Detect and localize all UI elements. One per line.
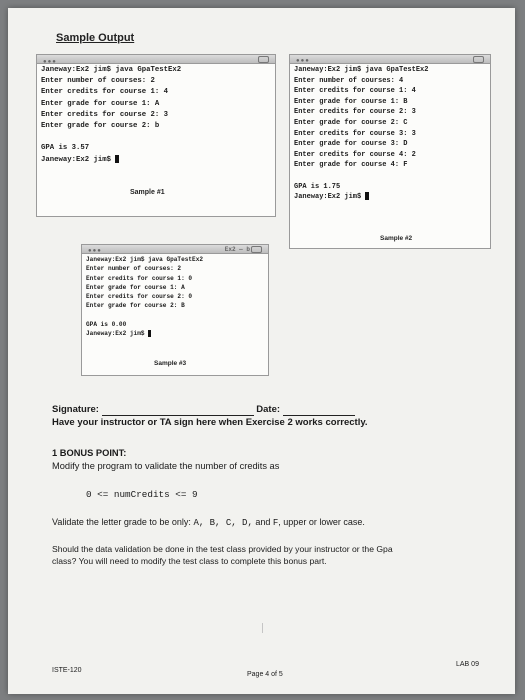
bonus-title: 1 BONUS POINT: — [52, 448, 127, 458]
terminal-line: Enter number of courses: 2 — [86, 265, 182, 273]
cursor-block — [148, 330, 152, 337]
sample-1-caption: Sample #1 — [130, 189, 165, 196]
terminal-line: Enter number of courses: 2 — [41, 77, 155, 86]
section-heading: Sample Output — [56, 32, 135, 44]
grade-validation-suffix: , upper or lower case. — [278, 517, 365, 527]
paper-mark — [262, 623, 263, 633]
terminal-line: Enter grade for course 1: B — [294, 97, 408, 106]
window-controls-icon: ●●● — [43, 58, 57, 65]
terminal-line: Enter grade for course 4: F — [294, 161, 408, 170]
grade-last: F — [272, 518, 279, 528]
grade-and: and — [252, 517, 273, 527]
terminal-line: Enter grade for course 1: A — [86, 283, 185, 291]
terminal-output — [82, 254, 268, 340]
sample-3-caption: Sample #3 — [154, 360, 187, 367]
footer-lab: LAB 09 — [456, 661, 479, 668]
terminal-line: Janeway:Ex2 jim$ — [294, 192, 486, 203]
terminal-line: Enter number of courses: 4 — [294, 76, 404, 85]
footer-course: ISTE-120 — [52, 667, 82, 674]
terminal-line: Enter credits for course 4: 2 — [294, 150, 416, 159]
terminal-line: GPA is 3.57 — [41, 144, 90, 153]
terminal-line: Janeway:Ex2 jim$ java GpaTestEx2 — [294, 66, 429, 74]
terminal-line: Enter grade for course 1: A — [41, 99, 160, 108]
terminal-line: Enter credits for course 1: 4 — [294, 87, 416, 96]
terminal-line: Enter grade for course 3: D — [294, 140, 408, 149]
cursor-block — [115, 155, 119, 163]
terminal-titlebar-text: Ex2 — b — [224, 246, 250, 253]
terminal-line — [294, 171, 486, 182]
toolbar-toggle-icon — [258, 56, 269, 63]
terminal-line: Janeway:Ex2 jim$ — [86, 329, 264, 338]
grade-validation-line — [52, 517, 365, 528]
terminal-line: Janeway:Ex2 jim$ java GpaTestEx2 — [86, 256, 204, 263]
terminal-line: Enter credits for course 1: 4 — [41, 88, 168, 97]
terminal-line: Enter grade for course 2: B — [86, 302, 185, 310]
window-controls-icon: ●●● — [296, 57, 310, 64]
toolbar-toggle-icon — [473, 56, 484, 63]
document-page — [8, 8, 515, 694]
terminal-line: Enter credits for course 1: 0 — [86, 274, 193, 282]
bonus-line-1: Modify the program to validate the number of credits as — [52, 461, 280, 471]
sample-2-caption: Sample #2 — [380, 235, 413, 242]
signature-instruction: Have your instructor or TA sign here when Exercise 2 works correctly. — [52, 417, 368, 428]
terminal-titlebar — [290, 55, 490, 64]
terminal-line: Enter credits for course 3: 3 — [294, 129, 416, 138]
signature-line — [102, 404, 254, 416]
bonus-question-line-2: class? You will need to modify the test class to complete this bonus part. — [52, 556, 327, 566]
terminal-titlebar — [37, 55, 275, 64]
toolbar-toggle-icon — [251, 246, 262, 253]
terminal-sample-3 — [81, 244, 269, 376]
terminal-sample-2 — [289, 54, 491, 249]
credits-rule: 0 <= numCredits <= 9 — [86, 489, 198, 500]
terminal-output — [37, 64, 275, 167]
cursor-block — [365, 192, 369, 200]
signature-label: Signature: — [52, 404, 99, 415]
terminal-line: Janeway:Ex2 jim$ java GpaTestEx2 — [41, 66, 182, 74]
bonus-question-line-1: Should the data validation be done in the test class provided by your instructor or the Gpa — [52, 544, 393, 554]
terminal-line: Enter credits for course 2: 0 — [86, 293, 193, 301]
terminal-line: Enter grade for course 2: C — [294, 118, 408, 127]
terminal-line: Enter grade for course 2: b — [41, 122, 160, 131]
terminal-line: Enter credits for course 2: 3 — [41, 110, 168, 119]
terminal-line: GPA is 1.75 — [294, 182, 341, 191]
date-label: Date: — [256, 404, 281, 415]
date-line — [283, 404, 355, 416]
terminal-output — [290, 64, 490, 204]
signature-row — [52, 404, 355, 416]
terminal-line: Janeway:Ex2 jim$ — [41, 155, 271, 166]
terminal-line — [86, 311, 264, 320]
terminal-line: Enter credits for course 2: 3 — [294, 108, 416, 117]
terminal-line — [41, 132, 271, 143]
terminal-titlebar — [82, 245, 268, 254]
grade-validation-prefix: Validate the letter grade to be only: — [52, 517, 194, 527]
footer-page: Page 4 of 5 — [247, 671, 283, 678]
window-controls-icon: ●●● — [88, 247, 102, 254]
terminal-line: GPA is 0.00 — [86, 321, 127, 329]
grade-list: A, B, C, D, — [193, 518, 253, 528]
